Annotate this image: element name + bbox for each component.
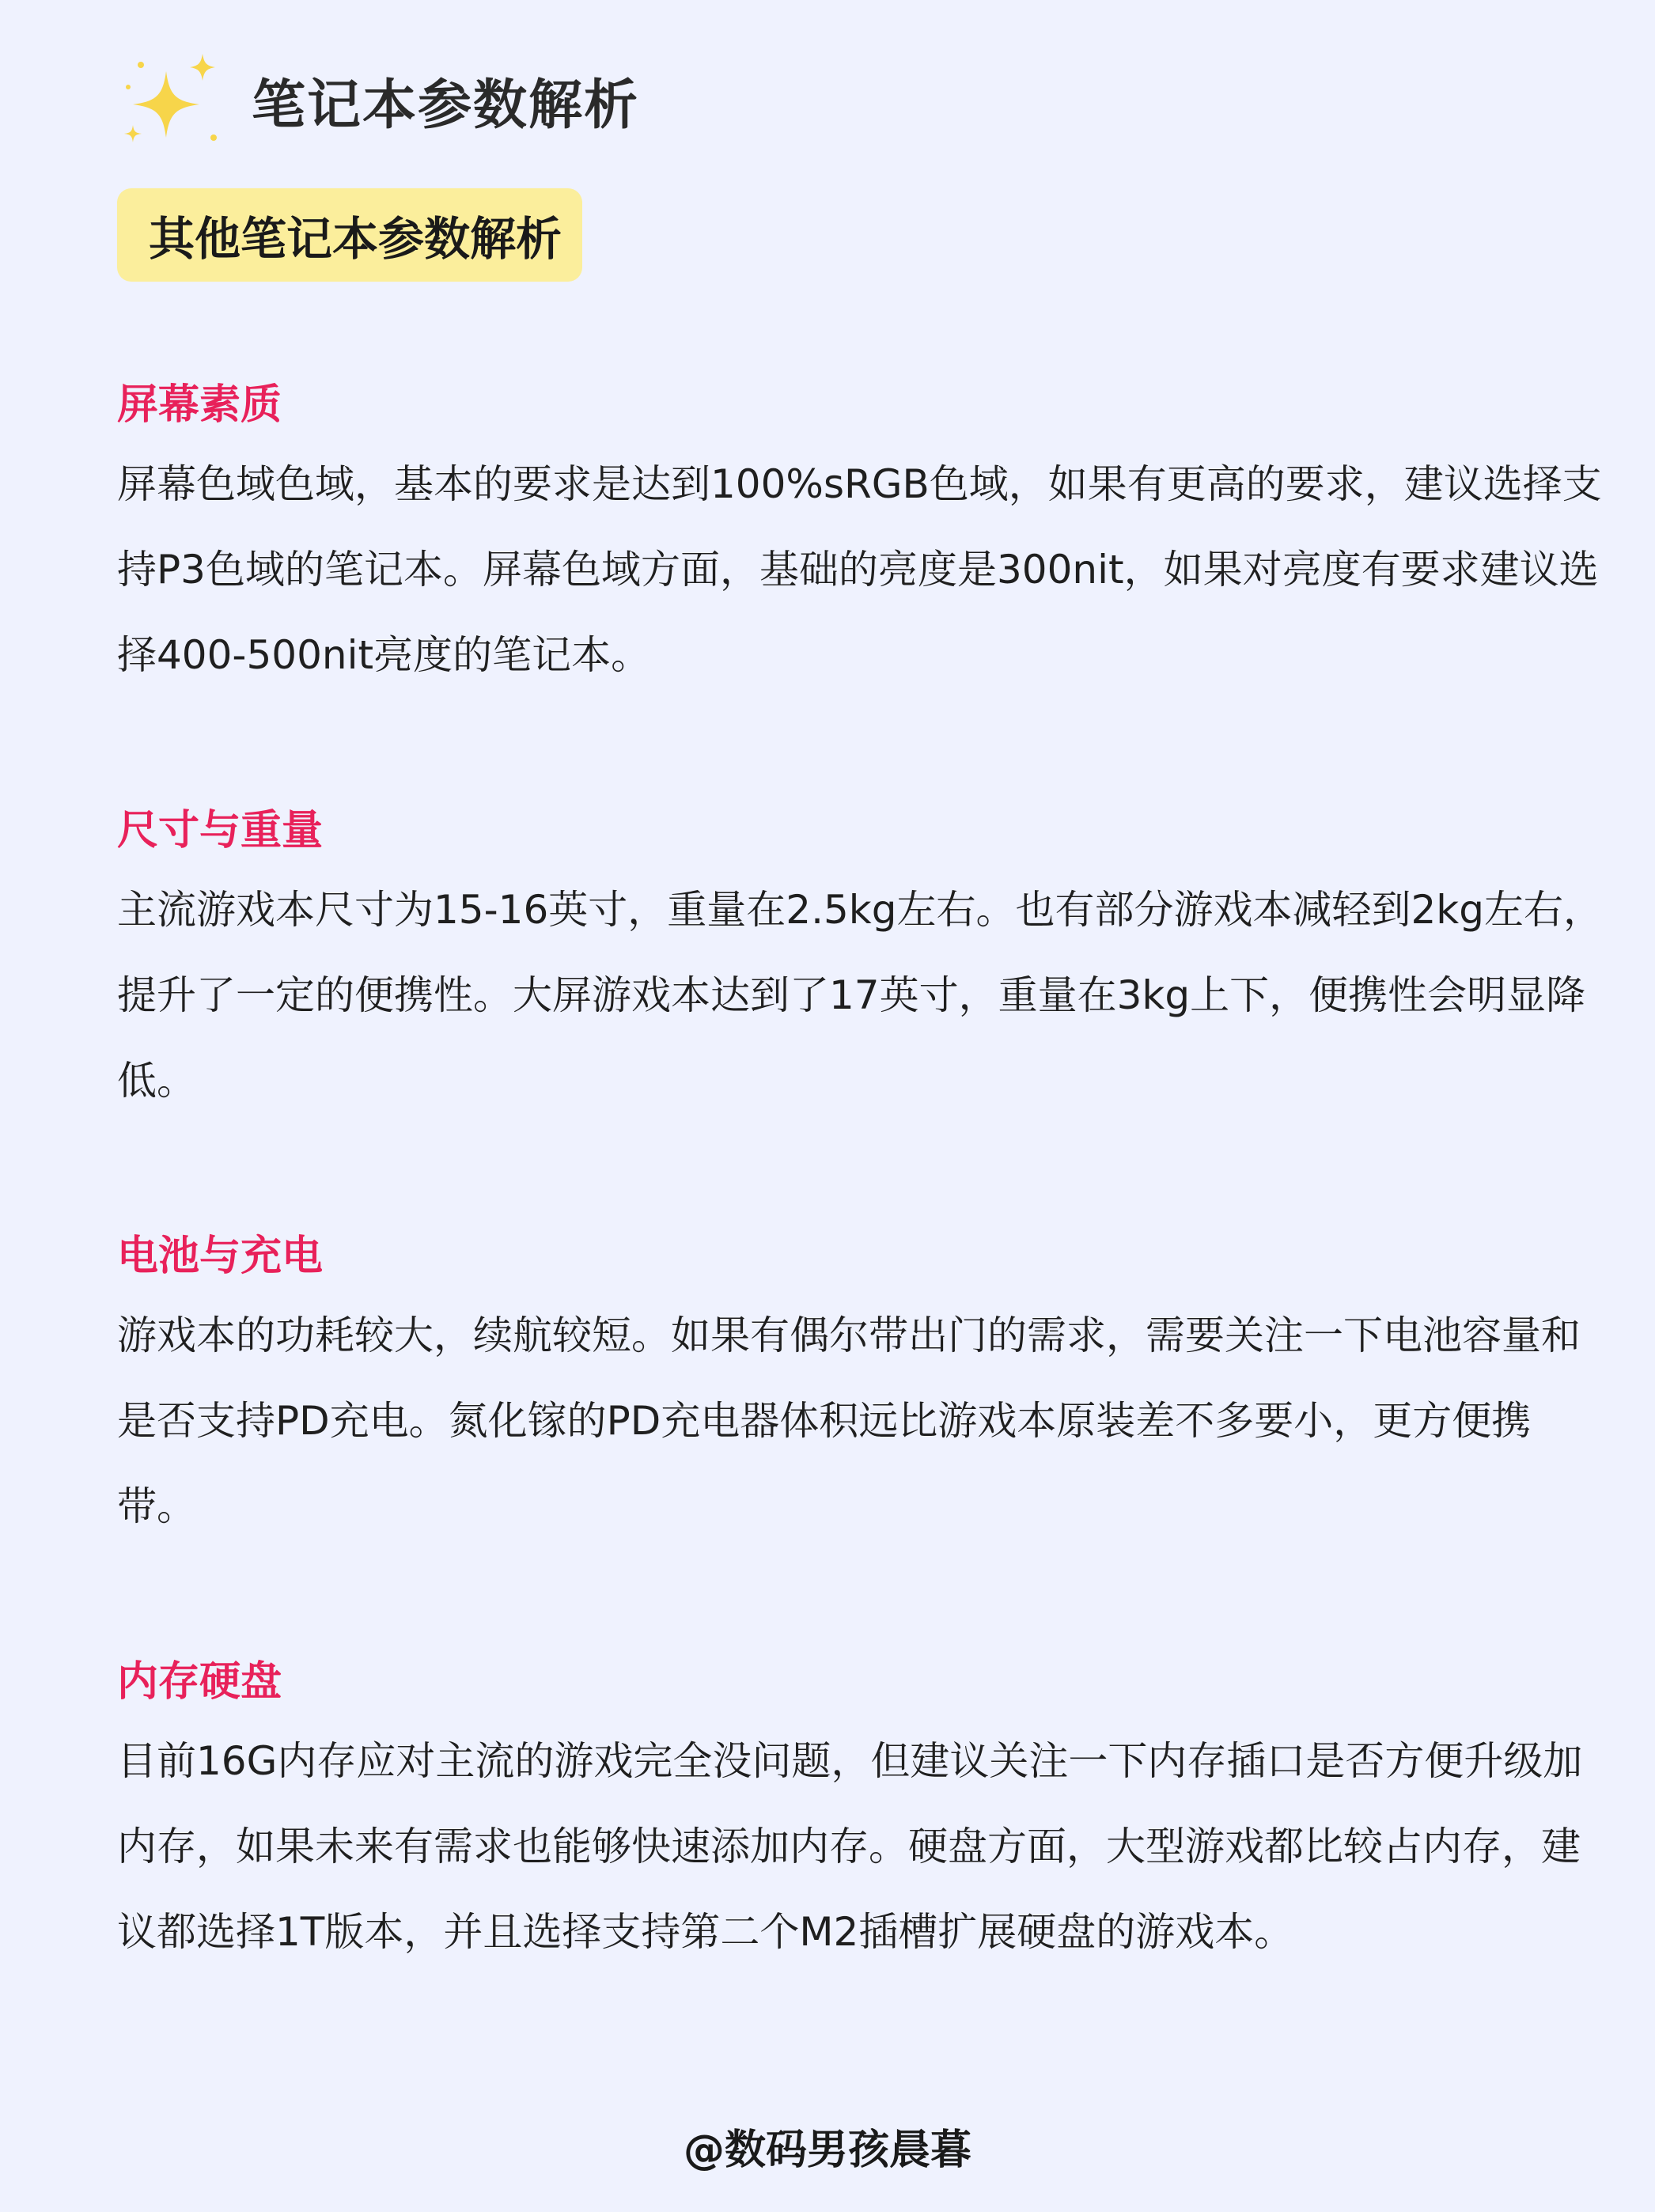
author-credit: @数码男孩晨暮	[683, 2127, 971, 2174]
section-heading: 屏幕素质	[117, 381, 282, 429]
page-header	[117, 49, 639, 152]
sparkles-icon	[117, 49, 228, 152]
section-battery-charging	[117, 1225, 1604, 1549]
section-size-weight	[117, 799, 1604, 1123]
section-screen-quality	[117, 373, 1604, 698]
page-title: 笔记本参数解析	[252, 74, 640, 137]
subtitle: 其他笔记本参数解析	[149, 212, 562, 266]
section-memory-storage	[117, 1650, 1604, 1975]
section-body: 屏幕色域色域，基本的要求是达到100%sRGB色域，如果有更高的要求，建议选择支持P3色域的笔记本。屏幕色域方面，基础的亮度是300nit，如果对亮度有要求建议选择400-500nit亮度的笔记本。	[117, 461, 1602, 678]
section-body: 游戏本的功耗较大，续航较短。如果有偶尔带出门的需求，需要关注一下电池容量和是否支持PD充电。氮化镓的PD充电器体积远比游戏本原装差不多要小，更方便携带。	[117, 1312, 1581, 1529]
section-body: 目前16G内存应对主流的游戏完全没问题，但建议关注一下内存插口是否方便升级加内存，如果未来有需求也能够快速添加内存。硬盘方面，大型游戏都比较占内存，建议都选择1T版本，并且选择支持第二个M2插槽扩展硬盘的游戏本。	[117, 1738, 1583, 1955]
section-heading: 内存硬盘	[117, 1658, 282, 1706]
section-heading: 电池与充电	[117, 1233, 324, 1280]
section-body: 主流游戏本尺寸为15-16英寸，重量在2.5kg左右。也有部分游戏本减轻到2kg左右，提升了一定的便携性。大屏游戏本达到了17英寸，重量在3kg上下，便携性会明显降低。	[117, 887, 1604, 1104]
section-heading: 尺寸与重量	[117, 807, 324, 854]
subtitle-highlight	[117, 188, 582, 282]
